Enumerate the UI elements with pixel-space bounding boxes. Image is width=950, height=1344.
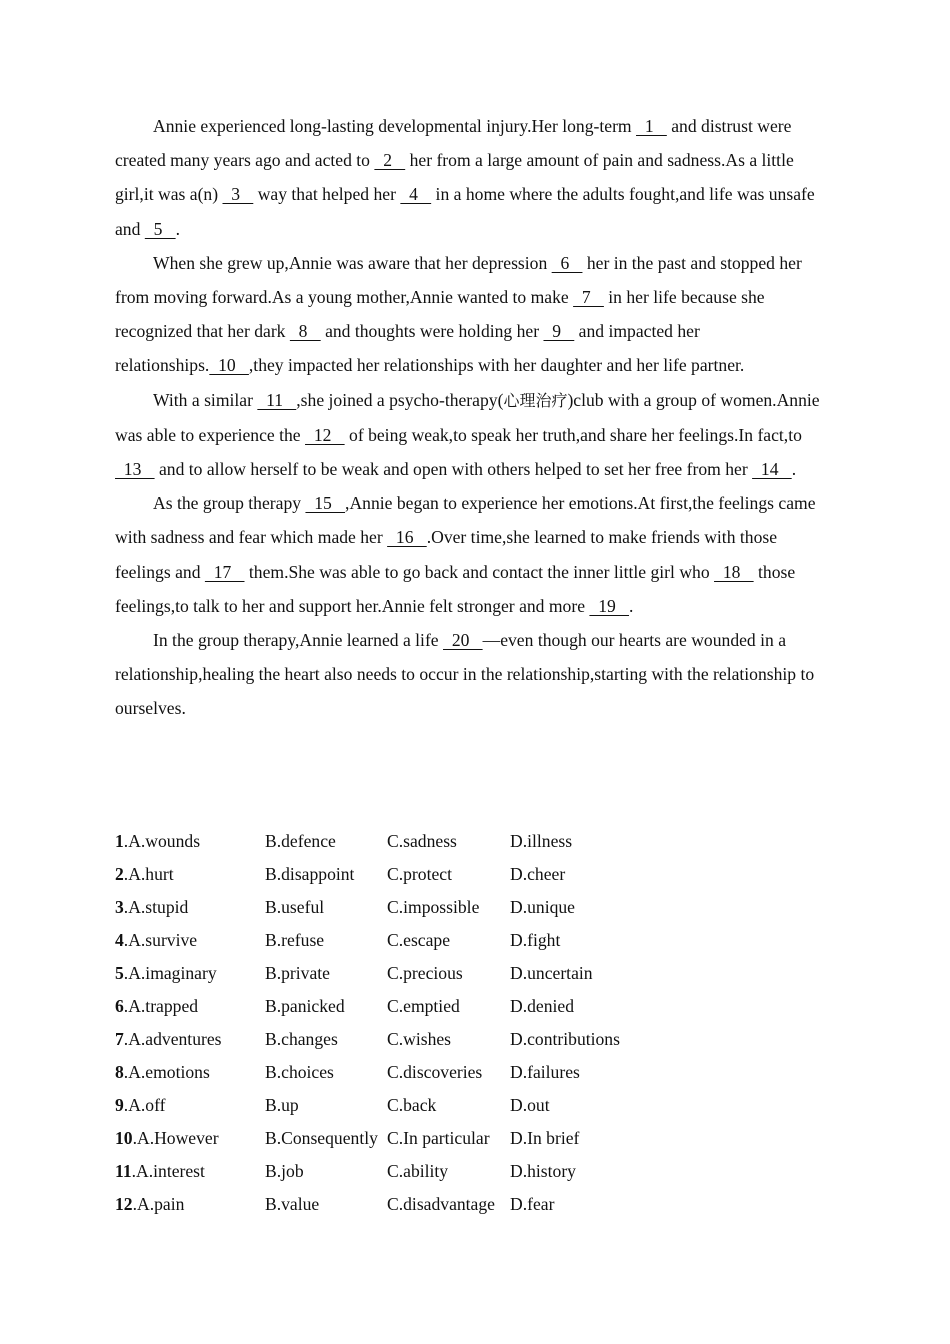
option-d: D.failures: [510, 1062, 580, 1082]
paragraph-text: her from a large amount of pain and sadness.As a little girl,it was a(n): [115, 150, 794, 205]
paragraph-text: and to allow herself to be weak and open with others helped to set her free from her: [154, 459, 753, 480]
cloze-blank: 14: [752, 459, 792, 480]
option-d: D.fear: [510, 1194, 555, 1214]
option-b: B.useful: [265, 897, 325, 917]
question-number: 1: [115, 831, 124, 851]
option-d: D.out: [510, 1095, 550, 1115]
paragraph-text: ,they impacted her relationships with her daughter and her life partner.: [248, 355, 745, 376]
question-number: 11: [115, 1161, 132, 1181]
passage: [115, 109, 835, 726]
option-a-text: .A.imaginary: [123, 963, 217, 983]
question-row: [115, 825, 815, 858]
option-c: C.back: [387, 1095, 437, 1115]
question-number: 3: [115, 897, 124, 917]
option-a: [115, 825, 200, 858]
option-a: [115, 957, 217, 990]
option-c: C.discoveries: [387, 1062, 483, 1082]
option-a-text: .A.trapped: [123, 996, 199, 1016]
option-d: D.unique: [510, 897, 575, 917]
option-c: C.ability: [387, 1161, 449, 1181]
paragraph-text: ,she joined a psycho-therapy(: [296, 389, 504, 410]
paragraph-text: and thoughts were holding her: [320, 321, 544, 342]
paragraph-text: In the group therapy,Annie learned a life: [153, 630, 444, 651]
question-row: [115, 858, 815, 891]
option-a: [115, 891, 188, 924]
option-d: D.history: [510, 1161, 576, 1181]
option-a: [115, 1155, 205, 1188]
option-c: C.protect: [387, 864, 452, 884]
cloze-blank: 11: [257, 389, 297, 410]
option-b: B.private: [265, 963, 330, 983]
paragraph-text: —even though our hearts are wounded in a relationship,healing the heart also needs to occur in the relationship,starting with the relationship to ourselves.: [115, 630, 815, 719]
cloze-blank: 10: [209, 355, 249, 376]
paragraph-text: .: [175, 218, 181, 239]
cloze-blank: 15: [305, 493, 346, 514]
cloze-blank: 8: [289, 321, 321, 342]
option-b: B.disappoint: [265, 864, 355, 884]
question-number: 2: [115, 864, 124, 884]
option-b: B.value: [265, 1194, 320, 1214]
paragraph-text: )club with a group of women.Annie was able to experience the: [115, 389, 820, 445]
option-a-text: .A.interest: [131, 1161, 205, 1181]
cloze-blank: 9: [543, 321, 575, 342]
option-a: [115, 1089, 166, 1122]
paragraph-text: Annie experienced long-lasting developmental injury.Her long-term: [153, 116, 637, 136]
paragraph-text: and distrust were created many years ago and acted to: [115, 116, 792, 171]
option-a: [115, 1023, 222, 1056]
option-c: C.precious: [387, 963, 463, 983]
question-row: [115, 1155, 815, 1188]
paragraph-text: in a home where the adults fought,and life was unsafe and: [115, 184, 815, 239]
chinese-gloss: 心理治疗: [503, 390, 568, 410]
paragraph-text: With a similar: [153, 389, 258, 410]
question-number: 4: [115, 930, 124, 950]
paragraph-text: .: [791, 459, 797, 480]
option-a-text: .A.off: [123, 1095, 166, 1115]
option-a-text: .A.stupid: [123, 897, 189, 917]
passage-paragraph: [115, 109, 835, 246]
option-a-text: .A.adventures: [123, 1029, 222, 1049]
question-number: 6: [115, 996, 124, 1016]
paragraph-text: .Over time,she learned to make friends with those feelings and: [115, 527, 778, 582]
option-d: D.illness: [510, 831, 573, 851]
option-b: B.Consequently: [265, 1128, 378, 1148]
option-d: D.denied: [510, 996, 575, 1016]
option-a-text: .A.pain: [132, 1194, 185, 1214]
question-row: [115, 957, 815, 990]
paragraph-text: .: [629, 595, 634, 616]
paragraph-text: her in the past and stopped her from moving forward.As a young mother,Annie wanted to make: [115, 252, 802, 308]
cloze-blank: 12: [305, 424, 345, 445]
option-b: B.choices: [265, 1062, 334, 1082]
option-b: B.job: [265, 1161, 304, 1181]
cloze-blank: 16: [387, 527, 427, 548]
cloze-blank: 6: [551, 252, 583, 273]
option-b: B.changes: [265, 1029, 338, 1049]
cloze-blank: 19: [589, 595, 630, 616]
question-row: [115, 924, 815, 957]
cloze-blank: 13: [115, 459, 155, 480]
option-a-text: .A.emotions: [123, 1062, 210, 1082]
cloze-blank: 4: [400, 184, 432, 205]
option-d: D.fight: [510, 930, 561, 950]
cloze-blank: 18: [714, 561, 754, 582]
option-b: B.defence: [265, 831, 336, 851]
passage-paragraph: [115, 486, 835, 623]
option-b: B.refuse: [265, 930, 325, 950]
cloze-blank: 17: [204, 561, 245, 582]
option-c: C.sadness: [387, 831, 457, 851]
option-c: C.disadvantage: [387, 1194, 495, 1214]
paragraph-text: and impacted her relationships.: [115, 321, 700, 376]
answer-options: [115, 825, 815, 1221]
question-number: 8: [115, 1062, 124, 1082]
question-row: [115, 1188, 815, 1221]
option-a: [115, 858, 174, 891]
option-a: [115, 1122, 219, 1155]
question-number: 9: [115, 1095, 124, 1115]
question-row: [115, 1056, 815, 1089]
option-c: C.In particular: [387, 1128, 490, 1148]
cloze-blank: 1: [636, 116, 667, 136]
option-a: [115, 1056, 210, 1089]
option-a-text: .A.survive: [123, 930, 198, 950]
question-number: 7: [115, 1029, 124, 1049]
cloze-blank: 3: [222, 184, 254, 205]
option-c: C.escape: [387, 930, 451, 950]
option-c: C.emptied: [387, 996, 460, 1016]
passage-paragraph: [115, 383, 835, 487]
option-d: D.In brief: [510, 1128, 580, 1148]
cloze-blank: 2: [374, 150, 406, 171]
option-a: [115, 1188, 184, 1221]
paragraph-text: As the group therapy: [153, 493, 306, 514]
paragraph-text: those feelings,to talk to her and support her.Annie felt stronger and more: [115, 561, 796, 616]
question-row: [115, 891, 815, 924]
question-row: [115, 1023, 815, 1056]
option-d: D.contributions: [510, 1029, 620, 1049]
question-row: [115, 990, 815, 1023]
paragraph-text: way that helped her: [253, 184, 401, 205]
option-a: [115, 990, 198, 1023]
question-row: [115, 1122, 815, 1155]
option-c: C.wishes: [387, 1029, 452, 1049]
paragraph-text: of being weak,to speak her truth,and share her feelings.In fact,to: [344, 424, 802, 445]
question-number: 5: [115, 963, 124, 983]
paragraph-text: in her life because she recognized that her dark: [115, 287, 765, 342]
option-a-text: .A.hurt: [123, 864, 174, 884]
option-d: D.cheer: [510, 864, 566, 884]
option-b: B.up: [265, 1095, 299, 1115]
cloze-blank: 5: [144, 218, 176, 239]
question-row: [115, 1089, 815, 1122]
option-a-text: .A.However: [132, 1128, 219, 1148]
cloze-blank: 20: [443, 630, 483, 651]
paragraph-text: them.She was able to go back and contact the inner little girl who: [244, 561, 715, 582]
option-c: C.impossible: [387, 897, 480, 917]
paragraph-text: When she grew up,Annie was aware that her depression: [153, 252, 552, 273]
paragraph-text: ,Annie began to experience her emotions.At first,the feelings came with sadness and fear which made her: [115, 493, 816, 548]
option-a-text: .A.wounds: [123, 831, 201, 851]
cloze-blank: 7: [573, 287, 604, 308]
passage-paragraph: [115, 623, 835, 726]
question-number: 12: [115, 1194, 133, 1214]
option-b: B.panicked: [265, 996, 345, 1016]
passage-paragraph: [115, 246, 835, 383]
option-a: [115, 924, 197, 957]
question-number: 10: [115, 1128, 133, 1148]
option-d: D.uncertain: [510, 963, 593, 983]
